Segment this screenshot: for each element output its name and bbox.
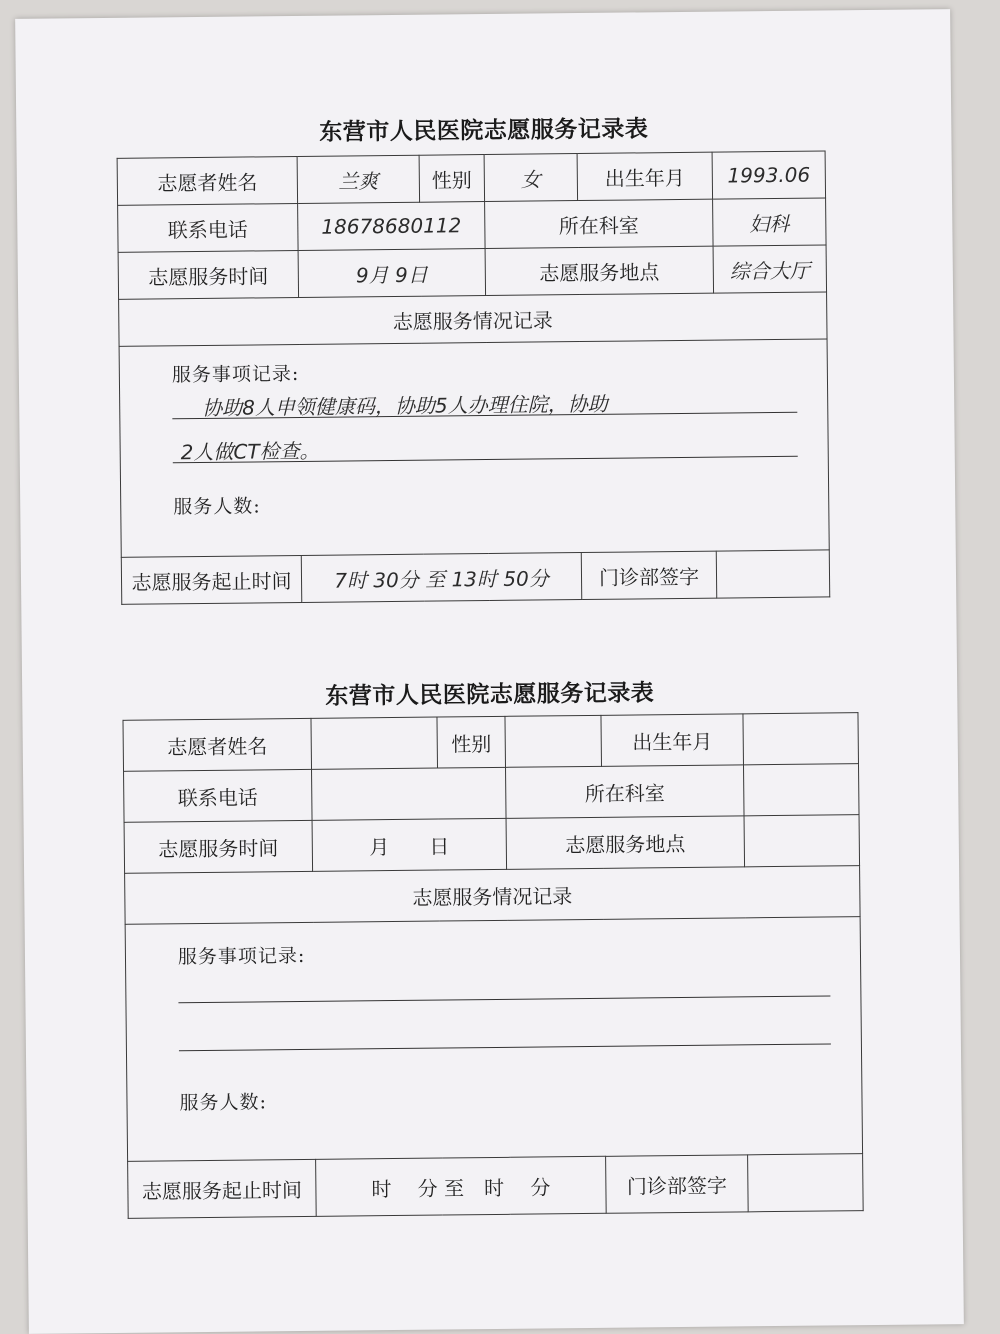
value-service-date: 月 日 xyxy=(312,818,507,871)
value-name xyxy=(311,717,438,769)
volunteer-record-form xyxy=(122,712,863,1219)
record-line xyxy=(178,995,830,1003)
section-heading: 志愿服务情况记录 xyxy=(125,866,860,925)
record-line xyxy=(179,1043,831,1051)
value-service-place xyxy=(744,815,860,867)
value-service-place: 综合大厅 xyxy=(713,245,826,293)
value-service-items-line2: 2人做CT检查。 xyxy=(180,438,320,465)
label-phone: 联系电话 xyxy=(124,769,313,822)
volunteer-record-form xyxy=(117,150,831,604)
label-signature: 门诊部签字 xyxy=(606,1155,749,1213)
label-phone: 联系电话 xyxy=(118,203,298,252)
label-signature: 门诊部签字 xyxy=(581,551,716,599)
value-phone xyxy=(312,767,507,820)
label-service-place: 志愿服务地点 xyxy=(506,816,745,869)
form-title: 东营市人民医院志愿服务记录表 xyxy=(319,115,649,146)
value-start-end-time: 7时 30分 至 13时 50分 xyxy=(301,553,581,603)
label-service-items: 服务事项记录: xyxy=(171,362,300,387)
label-name: 志愿者姓名 xyxy=(117,156,297,205)
label-service-count: 服务人数: xyxy=(179,1091,268,1115)
value-phone: 18678680112 xyxy=(298,202,485,251)
label-service-items: 服务事项记录: xyxy=(177,944,306,969)
value-service-items-line2 xyxy=(209,1017,831,1024)
value-signature xyxy=(716,550,829,598)
form-title: 东营市人民医院志愿服务记录表 xyxy=(325,679,655,710)
value-gender xyxy=(505,715,602,767)
service-record-area xyxy=(119,339,829,557)
value-service-items-line1 xyxy=(208,969,830,976)
value-department: 妇科 xyxy=(713,198,826,246)
label-name: 志愿者姓名 xyxy=(123,718,312,771)
label-service-time: 志愿服务时间 xyxy=(118,250,298,299)
paper-sheet xyxy=(15,9,964,1334)
value-name: 兰爽 xyxy=(297,155,419,203)
label-service-place: 志愿服务地点 xyxy=(485,246,713,295)
label-gender: 性别 xyxy=(437,716,506,768)
value-signature xyxy=(748,1154,864,1212)
label-birth: 出生年月 xyxy=(601,714,744,766)
section-heading: 志愿服务情况记录 xyxy=(119,292,827,346)
value-birth xyxy=(743,713,859,765)
label-start-end-time: 志愿服务起止时间 xyxy=(121,555,301,604)
value-service-count xyxy=(281,486,798,491)
value-start-end-time: 时 分 至 时 分 xyxy=(316,1156,607,1216)
value-birth: 1993.06 xyxy=(712,151,825,199)
value-gender: 女 xyxy=(484,154,577,202)
value-service-date: 9月 9日 xyxy=(298,249,485,298)
service-record-area xyxy=(125,917,862,1162)
label-department: 所在科室 xyxy=(485,199,713,248)
label-service-time: 志愿服务时间 xyxy=(124,820,313,873)
label-birth: 出生年月 xyxy=(577,152,712,200)
value-service-items-line1: 协助8人申领健康码，协助5人办理住院，协助 xyxy=(202,391,608,420)
label-service-count: 服务人数: xyxy=(173,495,261,519)
label-gender: 性别 xyxy=(419,155,484,203)
value-service-count xyxy=(287,1081,831,1087)
value-department xyxy=(743,764,859,816)
label-start-end-time: 志愿服务起止时间 xyxy=(128,1159,317,1218)
label-department: 所在科室 xyxy=(506,765,745,818)
